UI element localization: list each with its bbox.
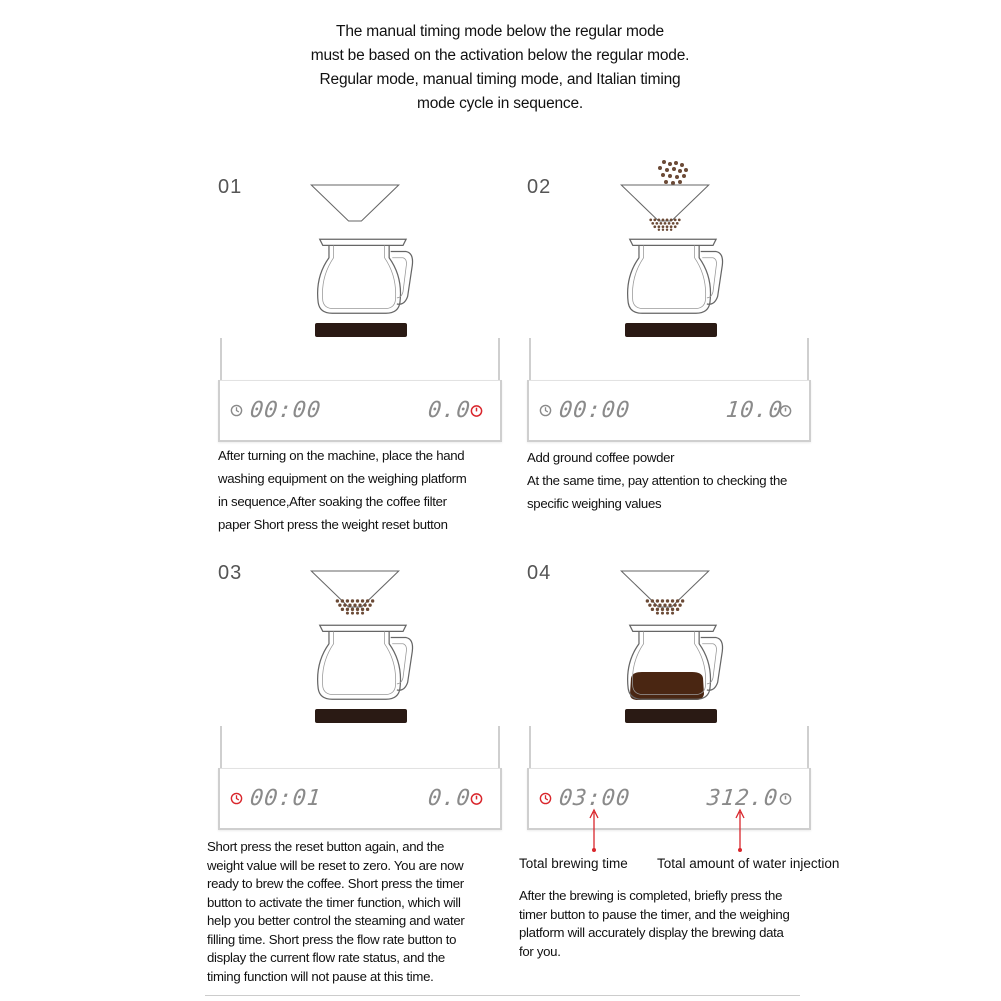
- scale-display: [218, 380, 502, 442]
- description-line: button to activate the timer function, which will: [207, 894, 461, 910]
- scale-platform: [625, 709, 717, 723]
- description-line: After the brewing is completed, briefly press the: [519, 888, 783, 903]
- clock-icon: [539, 792, 552, 805]
- coffee-brewer-illustration: [612, 158, 732, 342]
- timer-button-icon: [779, 792, 792, 805]
- description-line: timing function will not pause at this time.: [207, 968, 434, 984]
- timer-button-icon: [779, 404, 792, 417]
- timer-button-icon: [470, 792, 483, 805]
- description-line: specific weighing values: [527, 496, 662, 511]
- description-line: platform will accurately display the brewing data: [519, 925, 784, 940]
- description-line: help you better control the steaming and water: [207, 913, 465, 928]
- description-line: Add ground coffee powder: [527, 450, 675, 465]
- coffee-brewer-illustration: [310, 172, 420, 342]
- weight-readout: 312.0: [705, 786, 780, 811]
- scale-display: [218, 768, 502, 830]
- header-line: must be based on the activation below the regular mode.: [310, 47, 690, 64]
- timer-readout: 00:01: [248, 786, 323, 811]
- instructions-header: [250, 20, 750, 116]
- step-description: [519, 887, 789, 961]
- weight-readout: 0.0: [426, 786, 473, 811]
- callout-arrows: [580, 808, 760, 856]
- step-number: 03: [218, 562, 243, 584]
- step-description: [207, 838, 464, 986]
- scale-platform: [315, 323, 407, 337]
- description-line: After turning on the machine, place the hand: [218, 448, 465, 463]
- timer-button-icon: [470, 404, 483, 417]
- weight-readout: 0.0: [426, 398, 473, 423]
- header-line: Regular mode, manual timing mode, and Italian timing: [319, 71, 681, 88]
- description-line: in sequence,After soaking the coffee filter: [218, 494, 447, 509]
- timer-readout: 00:00: [557, 398, 632, 423]
- description-line: for you.: [519, 943, 561, 959]
- scale-platform: [315, 709, 407, 723]
- step-description: [218, 444, 466, 536]
- header-line: The manual timing mode below the regular mode: [336, 23, 664, 40]
- clock-icon: [230, 404, 243, 417]
- scale-platform: [625, 323, 717, 337]
- description-line: display the current flow rate status, and the: [207, 950, 445, 965]
- step-number: 01: [218, 176, 243, 198]
- weight-readout: 10.0: [724, 398, 785, 423]
- clock-icon: [539, 404, 552, 417]
- step-description: [527, 446, 787, 515]
- description-line: ready to brew the coffee. Short press the timer: [207, 876, 464, 891]
- coffee-brewer-illustration: [612, 558, 732, 728]
- water-injection-label: Total amount of water injection: [657, 856, 840, 871]
- description-line: timer button to pause the timer, and the weighing: [519, 906, 790, 922]
- step-number: 04: [527, 562, 552, 584]
- description-line: filling time. Short press the flow rate button to: [207, 931, 457, 947]
- total-brewing-time-label: Total brewing time: [519, 856, 628, 871]
- description-line: paper Short press the weight reset button: [218, 517, 448, 532]
- timer-readout: 00:00: [248, 398, 323, 423]
- brewed-coffee: [630, 672, 704, 700]
- header-line: mode cycle in sequence.: [417, 95, 583, 112]
- timer-readout: 03:00: [557, 786, 632, 811]
- description-line: Short press the reset button again, and the: [207, 839, 445, 854]
- description-line: washing equipment on the weighing platform: [218, 471, 467, 486]
- description-line: At the same time, pay attention to checking the: [527, 473, 788, 488]
- step-number: 02: [527, 176, 552, 198]
- divider: [205, 995, 800, 996]
- coffee-brewer-illustration: [310, 558, 420, 728]
- description-line: weight value will be reset to zero. You are now: [207, 857, 464, 873]
- scale-display: [527, 380, 811, 442]
- clock-icon: [230, 792, 243, 805]
